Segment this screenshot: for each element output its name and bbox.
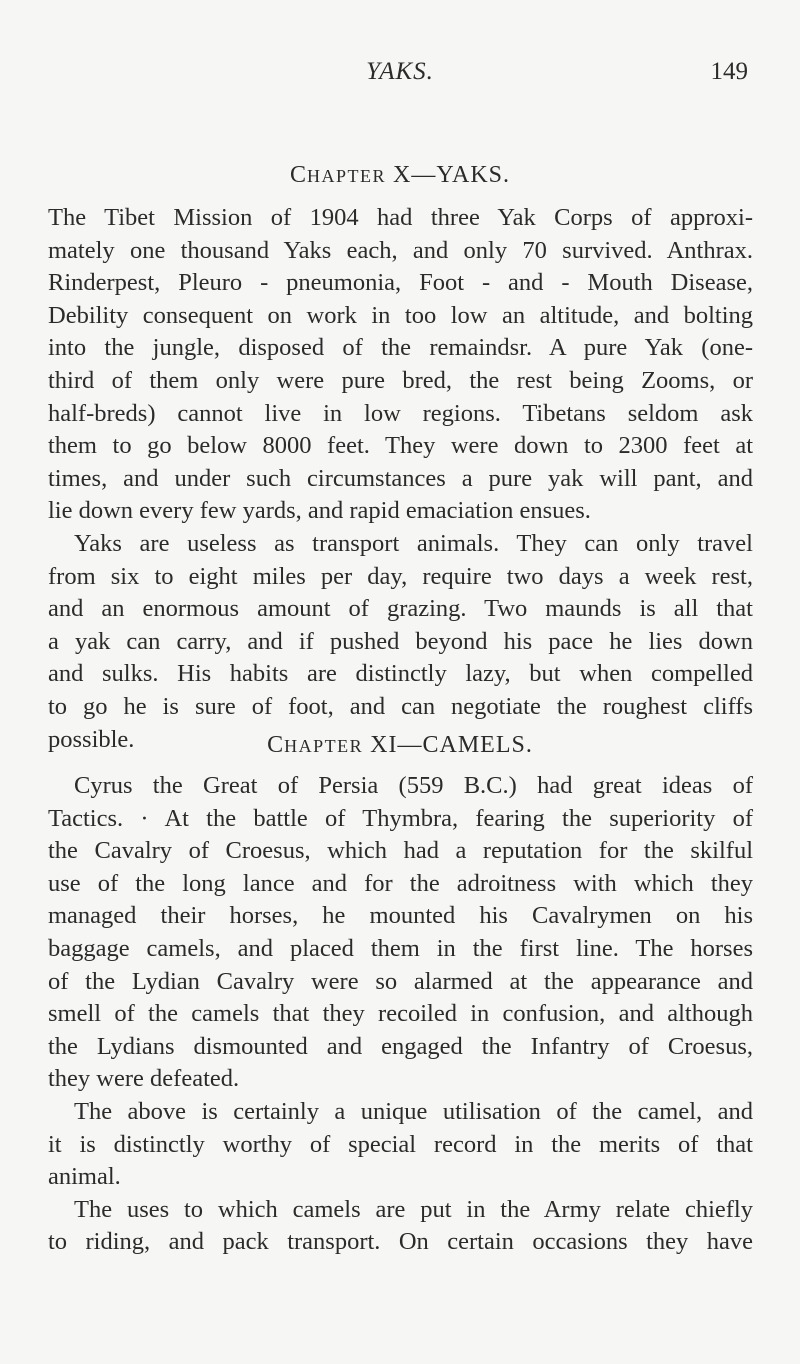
text-line: from six to eight miles per day, require two days a week rest,	[48, 562, 753, 590]
heading-smallcaps: HAPTER	[306, 166, 386, 186]
running-head	[48, 58, 752, 98]
text-line: The Tibet Mission of 1904 had three Yak Corps of approxi-	[48, 204, 753, 231]
text-line: use of the long lance and for the adroitness with which they	[48, 869, 753, 897]
running-title: YAKS.	[366, 58, 434, 85]
text-line: to riding, and pack transport. On certain occasions they have	[48, 1228, 753, 1256]
chapter-heading-yaks	[0, 162, 800, 189]
text-line: The uses to which camels are put in the Army relate chiefly	[74, 1195, 753, 1223]
chapter-body-yaks	[48, 202, 753, 756]
text-line: managed their horses, he mounted his Cavalrymen on his	[48, 902, 753, 930]
text-line: Rinderpest, Pleuro - pneumonia, Foot - and - Mouth Disease,	[48, 269, 753, 297]
text-line: the Cavalry of Croesus, which had a reputation for the skilful	[48, 837, 753, 865]
text-line: Cyrus the Great of Persia (559 B.C.) had great ideas of	[74, 772, 753, 799]
text-line: them to go below 8000 feet. They were down to 2300 feet at	[48, 432, 753, 460]
text-line: to go he is sure of foot, and can negotiate the roughest cliffs	[48, 692, 753, 720]
text-line: mately one thousand Yaks each, and only 70 survived. Anthrax.	[48, 236, 753, 264]
chapter-body-camels	[48, 770, 753, 1259]
text-line: and an enormous amount of grazing. Two maunds is all that	[48, 595, 753, 623]
heading-smallcaps: HAPTER	[284, 736, 364, 756]
text-line: lie down every few yards, and rapid emaciation ensues.	[48, 497, 591, 525]
text-line: of the Lydian Cavalry were so alarmed at the appearance and	[48, 967, 753, 995]
text-line: it is distinctly worthy of special record in the merits of that	[48, 1130, 753, 1158]
heading-initial: C	[289, 162, 307, 188]
text-line: The above is certainly a unique utilisation of the camel, and	[74, 1097, 753, 1125]
text-line: smell of the camels that they recoiled in confusion, and although	[48, 1000, 753, 1028]
heading-title: X—YAKS.	[386, 162, 511, 188]
text-line: Debility consequent on work in too low an altitude, and bolting	[48, 301, 753, 329]
chapter-heading-camels	[0, 732, 800, 759]
page-number: 149	[710, 58, 748, 85]
text-line: Yaks are useless as transport animals. They can only travel	[74, 529, 753, 557]
text-line: animal.	[48, 1163, 121, 1191]
text-line: a yak can carry, and if pushed beyond his pace he lies down	[48, 627, 753, 655]
text-line: they were defeated.	[48, 1065, 240, 1093]
heading-title: XI—CAMELS.	[363, 732, 533, 758]
text-line: and sulks. His habits are distinctly lazy, but when compelled	[48, 660, 753, 688]
text-line: the Lydians dismounted and engaged the Infantry of Croesus,	[48, 1032, 753, 1060]
text-line: into the jungle, disposed of the remaindsr. A pure Yak (one-	[48, 334, 753, 362]
text-line: half-breds) cannot live in low regions. Tibetans seldom ask	[48, 399, 753, 427]
text-line: third of them only were pure bred, the rest being Zooms, or	[48, 366, 753, 394]
text-line: possible.	[48, 725, 135, 753]
text-line: baggage camels, and placed them in the first line. The horses	[48, 934, 753, 962]
text-line: times, and under such circumstances a pure yak will pant, and	[48, 464, 753, 492]
heading-initial: C	[267, 732, 285, 758]
text-line: Tactics. · At the battle of Thymbra, fearing the superiority of	[48, 804, 753, 832]
